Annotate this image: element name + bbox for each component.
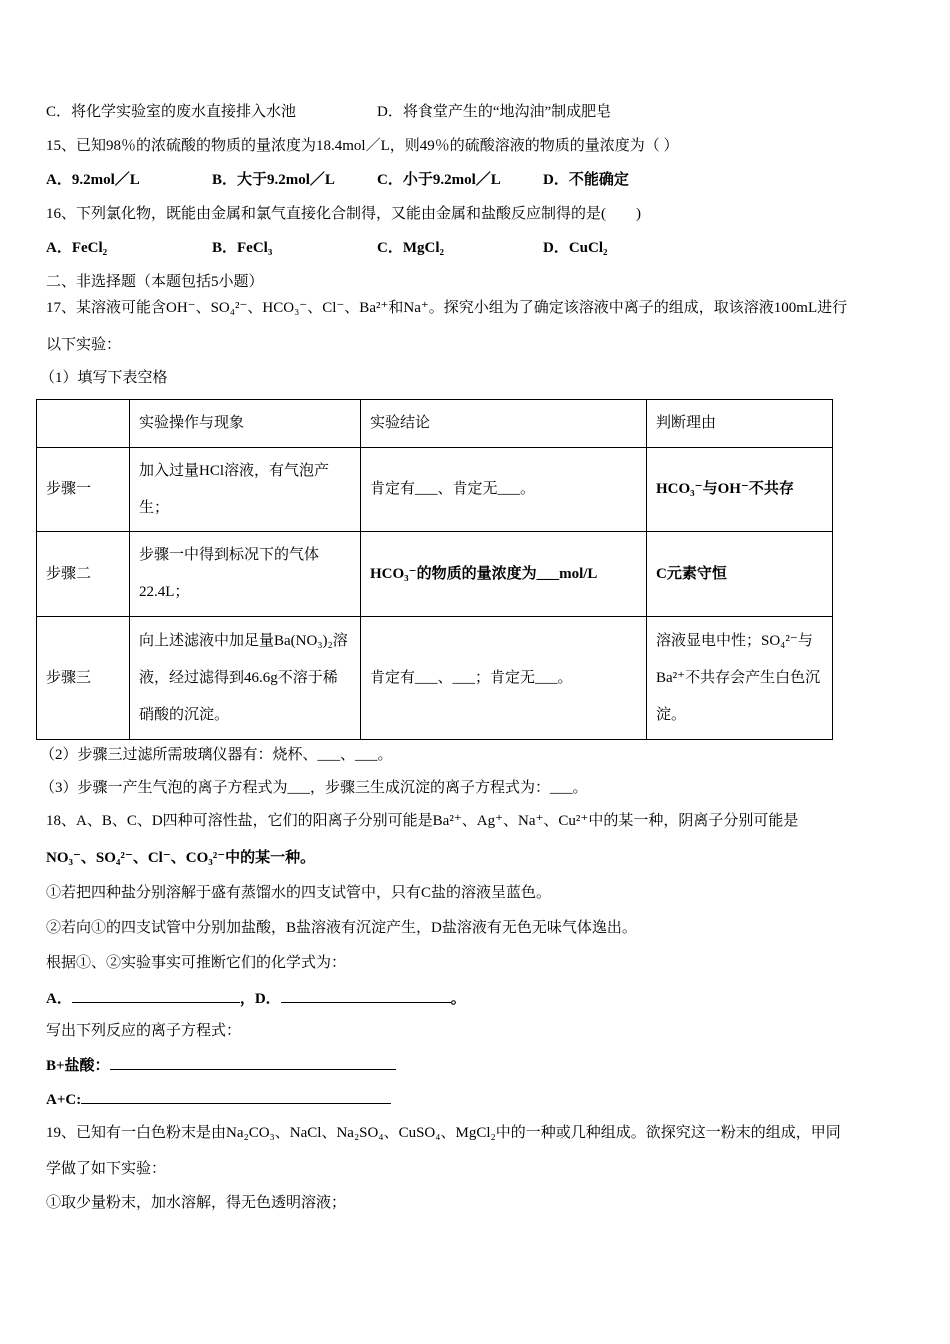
table-header-row [37,400,833,448]
table-row [37,448,833,532]
q19-stem-cont: 学做了如下实验： [46,1161,167,1177]
table-cell: 肯定有___、肯定无___。 [361,448,647,532]
table-cell: 步骤二 [37,532,130,617]
table-row [37,617,833,740]
q17-part3: （3）步骤一产生气泡的离子方程式为___，步骤三生成沉淀的离子方程式为：___。 [40,780,588,796]
table-cell: 向上述滤液中加足量Ba(NO₃)₂溶液，经过滤得到46.6g不溶于稀硝酸的沉淀。 [130,617,361,740]
table-cell: 溶液显电中性；SO₄²⁻与Ba²⁺不共存会产生白色沉淀。 [647,617,833,740]
q15-stem: 15、已知98％的浓硫酸的物质的量浓度为18.4mol／L，则49％的硫酸溶液的物质的量浓度为（ ） [46,138,679,154]
table-row [37,532,833,617]
answer-blank-eq1[interactable] [110,1055,396,1070]
table-cell: HCO₃⁻的物质的量浓度为___mol/L [361,532,647,617]
q18-ask: 根据①、②实验事实可推断它们的化学式为： [46,955,347,971]
table-header-cell: 实验结论 [361,400,647,448]
q15-option-c: C．小于9.2mol／L [377,172,501,188]
table-cell: 步骤一中得到标况下的气体22.4L； [130,532,361,617]
eq2-label: A+C: [46,1092,82,1108]
q16-option-b: B．FeCl₃ [212,240,273,256]
q18-eq1-line [46,1055,396,1075]
q18-ask-2: 写出下列反应的离子方程式： [46,1023,242,1039]
q17-stem: 17、某溶液可能含OH⁻、SO₄²⁻、HCO₃⁻、Cl⁻、Ba²⁺和Na⁺。探究小组为了确定该溶液中离子的组成，取该溶液100mL进行 [46,300,848,316]
q15-option-d: D．不能确定 [543,172,629,188]
q15-option-a: A．9.2mol／L [46,172,140,188]
table-header-cell: 实验操作与现象 [130,400,361,448]
q15-option-b: B．大于9.2mol／L [212,172,335,188]
q18-condition-1: ①若把四种盐分别溶解于盛有蒸馏水的四支试管中，只有C盐的溶液呈蓝色。 [46,885,552,901]
section-heading: 二、非选择题（本题包括5小题） [46,274,264,290]
table-header-cell: 判断理由 [647,400,833,448]
label-a: A． [46,991,72,1007]
q18-eq2-line [46,1089,391,1109]
answer-blank-a[interactable] [72,988,240,1003]
table-cell: 步骤一 [37,448,130,532]
table-cell: 加入过量HCl溶液，有气泡产生； [130,448,361,532]
q19-stem: 19、已知有一白色粉末是由Na₂CO₃、NaCl、Na₂SO₄、CuSO₄、MgCl₂中的一种或几种组成。欲探究这一粉末的组成，甲同 [46,1125,841,1141]
end-mark: 。 [450,991,466,1007]
table-cell: C元素守恒 [647,532,833,617]
label-d: ，D． [239,991,281,1007]
table-cell: 步骤三 [37,617,130,740]
q17-part1: （1）填写下表空格 [40,370,168,386]
q14-option-c: C．将化学实验室的废水直接排入水池 [46,104,297,120]
experiment-table [36,399,833,740]
table-cell: HCO₃⁻与OH⁻不共存 [647,448,833,532]
q16-option-c: C．MgCl₂ [377,240,444,256]
q17-stem-cont: 以下实验： [46,337,122,353]
q16-stem: 16、下列氯化物，既能由金属和氯气直接化合制得，又能由金属和盐酸反应制得的是( ) [46,206,641,222]
q18-stem: 18、A、B、C、D四种可溶性盐，它们的阳离子分别可能是Ba²⁺、Ag⁺、Na⁺、Cu²⁺中的某一种，阴离子分别可能是 [46,813,799,829]
answer-blank-eq2[interactable] [81,1089,391,1104]
q17-part2: （2）步骤三过滤所需玻璃仪器有：烧杯、___、___。 [40,747,393,763]
eq1-label: B+盐酸： [46,1058,110,1074]
q14-option-d: D．将食堂产生的“地沟油”制成肥皂 [377,104,612,120]
q18-stem-cont: NO₃⁻、SO₄²⁻、Cl⁻、CO₃²⁻中的某一种。 [46,850,316,866]
table-cell: 肯定有___、___；肯定无___。 [361,617,647,740]
q19-step-1: ①取少量粉末，加水溶解，得无色透明溶液； [46,1195,347,1211]
q18-condition-2: ②若向①的四支试管中分别加盐酸，B盐溶液有沉淀产生，D盐溶液有无色无味气体逸出。 [46,920,637,936]
answer-blank-d[interactable] [281,988,451,1003]
q16-option-a: A．FeCl₂ [46,240,108,256]
q16-option-d: D．CuCl₂ [543,240,608,256]
table-header-cell [37,400,130,448]
q18-answer-line [46,988,466,1008]
